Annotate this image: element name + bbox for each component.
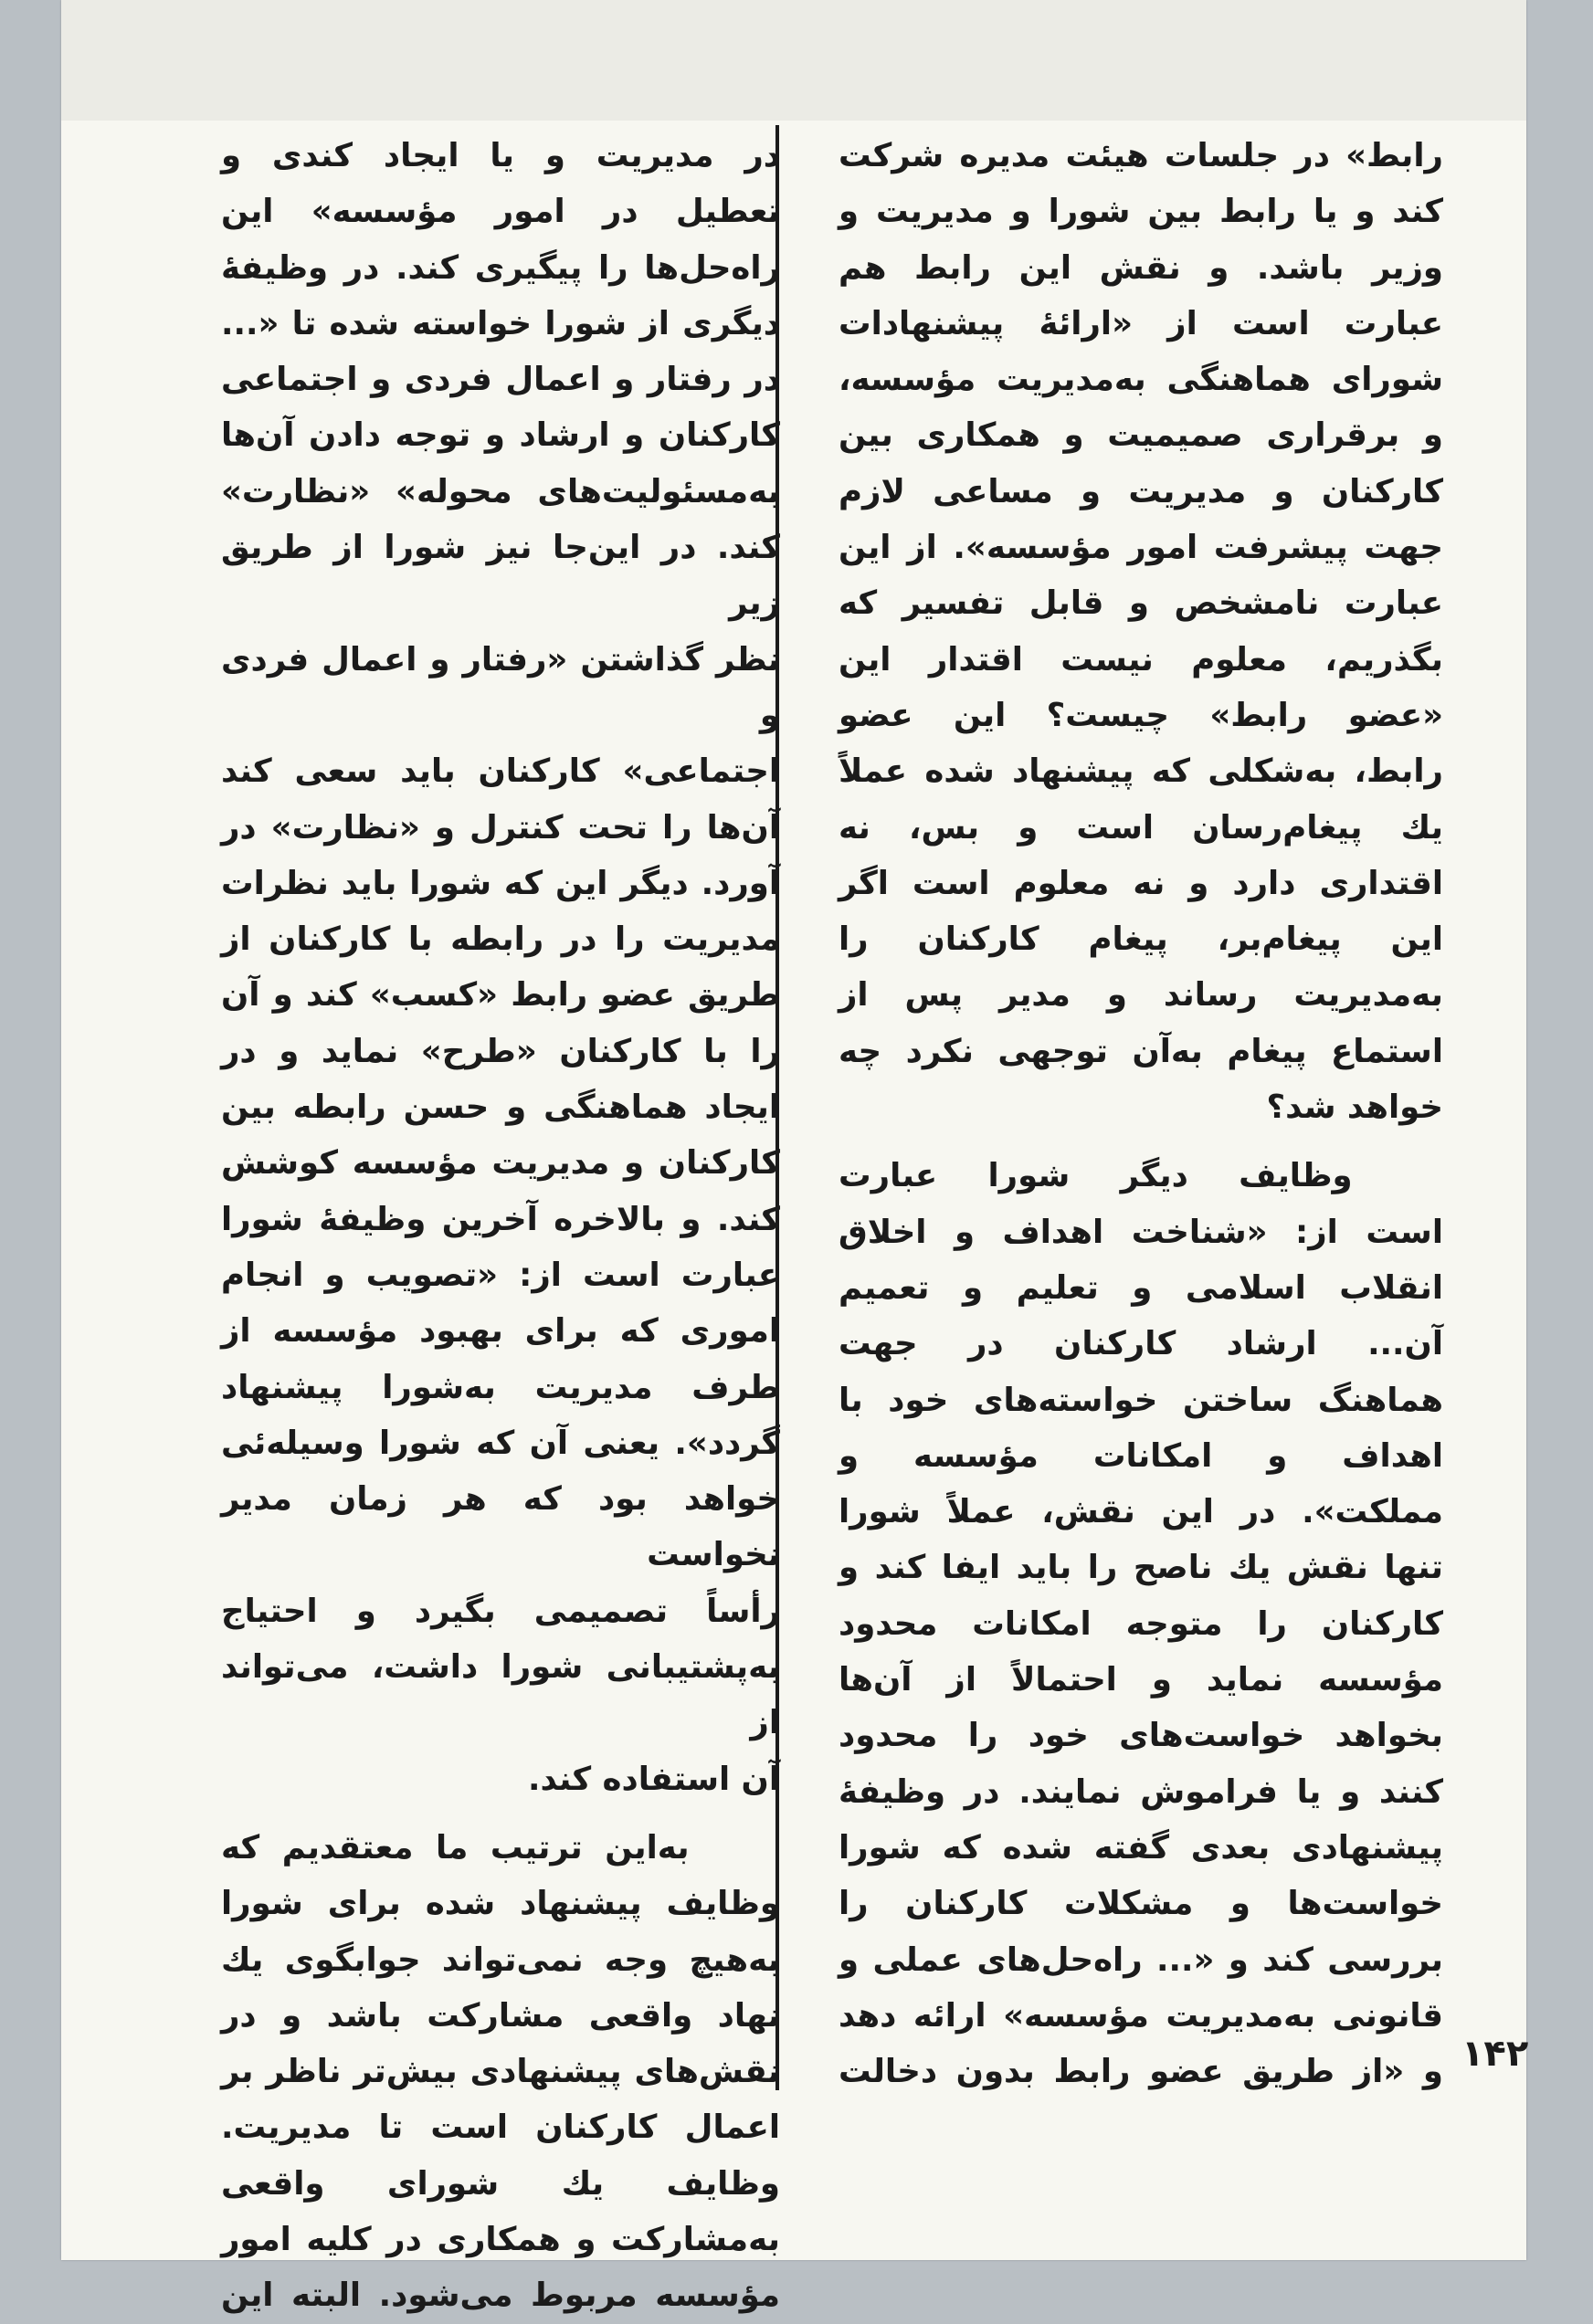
text-line: اهداف و امکانات مؤسسه و: [839, 1436, 1443, 1475]
text-line: جهت پیشرفت امور مؤسسه». از این: [839, 529, 1443, 567]
text-line: مدیریت را در رابطه با کارکنان از: [221, 920, 780, 959]
text-line: کارکنان و مدیریت و مساعی لازم: [839, 472, 1443, 510]
text-line: کند و یا رابط بین شورا و مدیریت و: [839, 193, 1443, 231]
text-line: اموری که برای بهبود مؤسسه از: [221, 1312, 780, 1351]
text-line: بخواهد خواست‌های خود را محدود: [839, 1717, 1443, 1755]
text-line: گردد». یعنی آن که شورا وسیله‌ئی: [221, 1424, 780, 1462]
text-line: انقلاب اسلامی و تعلیم و تعمیم: [839, 1268, 1443, 1307]
text-line: عبارت است از: «تصویب و انجام: [221, 1256, 780, 1294]
text-line: کند. و بالاخره آخرین وظیفهٔ شورا: [221, 1200, 780, 1238]
text-line: نقش‌های پیشنهادی بیش‌تر ناظر بر: [221, 2053, 780, 2091]
text-line: کارکنان را متوجه امکانات محدود: [839, 1604, 1443, 1643]
text-line: قانونی به‌مدیریت مؤسسه» ارائه دهد: [839, 1996, 1443, 2035]
text-line: وظایف یك شورای واقعی: [221, 2164, 780, 2203]
text-line: کارکنان و مدیریت مؤسسه کوشش: [221, 1144, 780, 1183]
text-line: طریق عضو رابط «کسب» کند و آن: [221, 976, 780, 1015]
text-line: و «از طریق عضو رابط بدون دخالت: [839, 2053, 1443, 2091]
text-line: آن... ارشاد کارکنان در جهت: [839, 1325, 1443, 1363]
scanned-page: [61, 0, 1529, 2315]
text-line: آورد. دیگر این که شورا باید نظرات: [221, 864, 780, 902]
text-line: وظایف پیشنهاد شده برای شورا: [221, 1885, 780, 1923]
text-line: بررسی کند و «... راه‌حل‌های عملی و: [839, 1940, 1443, 1979]
text-line: رابط» در جلسات هیئت مدیره شرکت: [839, 137, 1443, 174]
text-line: اعمال کارکنان است تا مدیریت.: [221, 2108, 780, 2147]
text-line: شورای هماهنگی به‌مدیریت مؤسسه،: [839, 361, 1443, 399]
text-line: هماهنگ ساختن خواسته‌های خود با: [839, 1381, 1443, 1419]
text-line: اقتداری دارد و نه معلوم است اگر: [839, 864, 1443, 902]
text-line: دیگری از شورا خواسته شده تا «...: [221, 304, 780, 342]
text-line: به‌پشتیبانی شورا داشت، می‌تواند از: [221, 1648, 780, 1742]
text-line: در رفتار و اعمال فردی و اجتماعی: [221, 361, 780, 399]
text-line: وظایف دیگر شورا عبارت: [839, 1157, 1353, 1195]
text-line: بگذریم، معلوم نیست اقتدار این: [839, 640, 1443, 678]
text-line: را با کارکنان «طرح» نماید و در: [221, 1032, 780, 1070]
text-line: کارکنان و ارشاد و توجه دادن آن‌ها: [221, 416, 780, 455]
left-text-column: [221, 128, 780, 2324]
text-line: کنند و یا فراموش نمایند. در وظیفهٔ: [839, 1772, 1443, 1811]
text-line: عبارت است از «ارائهٔ پیشنهادات: [839, 304, 1443, 342]
text-line: اجتماعی» کارکنان باید سعی کند: [221, 752, 780, 791]
text-line: یك پیغام‌رسان است و بس، نه: [839, 808, 1443, 847]
text-line: آن‌ها را تحت کنترل و «نظارت» در: [221, 808, 780, 847]
text-line: به‌مدیریت رساند و مدیر پس از: [839, 976, 1443, 1015]
text-line: به‌مشارکت و همکاری در کلیه امور: [221, 2220, 780, 2258]
text-line: «عضو رابط» چیست؟ این عضو: [839, 696, 1443, 734]
text-line: است از: «شناخت اهداف و اخلاق: [839, 1213, 1443, 1251]
text-line: این پیغام‌بر، پیغام کارکنان را: [839, 920, 1443, 959]
text-line: تعطیل در امور مؤسسه» این: [221, 193, 780, 231]
right-text-column: [839, 128, 1443, 2099]
text-line: وزیر باشد. و نقش این رابط هم: [839, 248, 1443, 287]
text-line: به‌مسئولیت‌های محوله» «نظارت»: [221, 472, 780, 510]
text-line: خواست‌ها و مشکلات کارکنان را: [839, 1885, 1443, 1923]
page-number: ۱۴۲: [1461, 2033, 1529, 2075]
page-top-margin-shade: [61, 0, 1526, 121]
text-line: کند. در این‌جا نیز شورا از طریق زیر: [221, 529, 780, 623]
text-line: رابط، به‌شکلی که پیشنهاد شده عملاً: [839, 752, 1443, 791]
text-line: به‌این ترتیب ما معتقدیم که: [221, 1828, 690, 1867]
text-line: در مدیریت و یا ایجاد کندی و: [221, 137, 780, 174]
text-line: عبارت نامشخص و قابل تفسیر که: [839, 584, 1443, 623]
text-line: استماع پیغام به‌آن توجهی نکرد چه: [839, 1032, 1443, 1070]
text-line: تنها نقش یك ناصح را باید ایفا کند و: [839, 1549, 1443, 1587]
text-line: و برقراری صمیمیت و همکاری بین: [839, 416, 1443, 455]
text-line: آن استفاده کند.: [528, 1760, 780, 1798]
text-line: ایجاد هماهنگی و حسن رابطه بین: [221, 1088, 780, 1127]
text-line: خواهد شد؟: [1266, 1088, 1443, 1127]
text-line: رأساً تصمیمی بگیرد و احتیاج: [221, 1592, 780, 1630]
text-line: راه‌حل‌ها را پیگیری کند. در وظیفهٔ: [221, 248, 780, 287]
text-line: به‌هیچ وجه نمی‌تواند جوابگوی یك: [221, 1940, 780, 1979]
text-line: مؤسسه مربوط می‌شود. البته این: [221, 2277, 780, 2315]
text-line: نظر گذاشتن «رفتار و اعمال فردی و: [221, 640, 780, 734]
text-line: نهاد واقعی مشارکت باشد و در: [221, 1996, 780, 2035]
text-line: مملکت». در این نقش، عملاً شورا: [839, 1493, 1443, 1531]
text-line: خواهد بود که هر زمان مدیر نخواست: [221, 1480, 780, 1574]
text-line: مؤسسه نماید و احتمالاً از آن‌ها: [839, 1661, 1443, 1699]
text-line: پیشنهادی بعدی گفته شده که شورا: [839, 1828, 1443, 1867]
text-line: طرف مدیریت به‌شورا پیشنهاد: [221, 1368, 780, 1406]
